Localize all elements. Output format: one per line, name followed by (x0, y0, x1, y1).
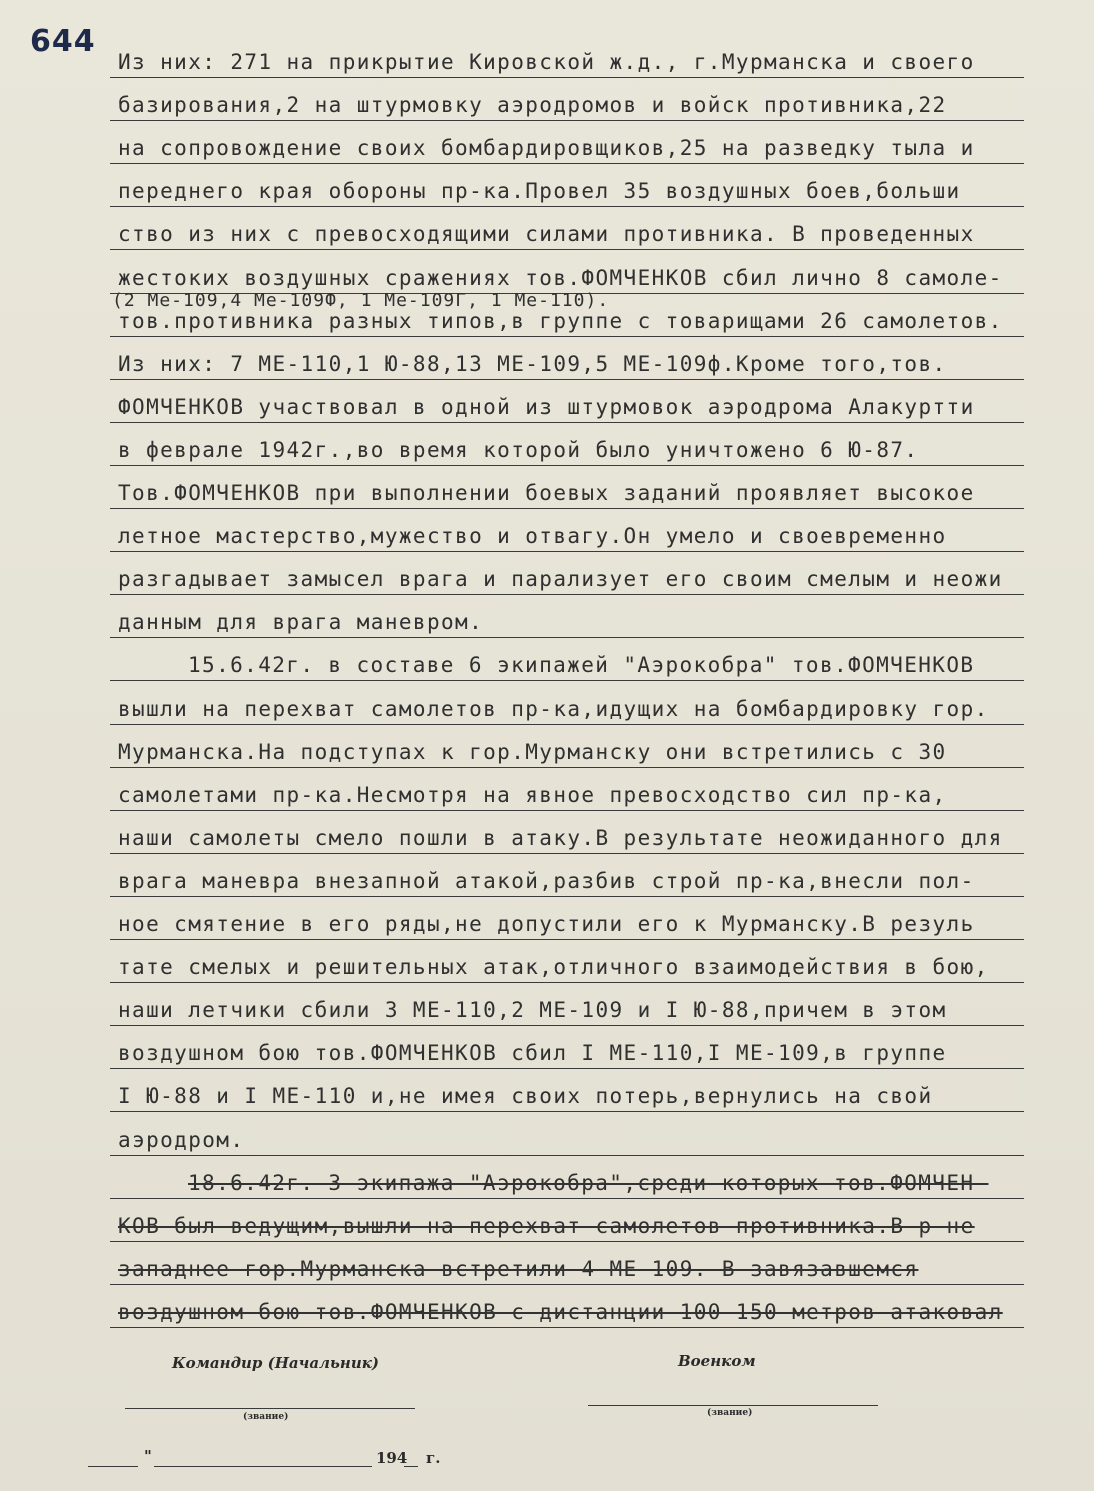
page-number: 644 (30, 24, 96, 59)
text-line (0, 557, 1094, 601)
ruled-line (110, 810, 1024, 811)
text-line (0, 385, 1094, 429)
line-text: наши самолеты смело пошли в атаку.В результате неожиданного для (118, 825, 1003, 850)
inserted-note: (2 Ме-109,4 Ме-109Ф, 1 Ме-109Г, 1 Ме-110). (112, 290, 610, 311)
text-line (0, 600, 1094, 644)
text-line (0, 1204, 1094, 1248)
text-line (0, 471, 1094, 515)
line-text: 18.6.42г. 3 экипажа "Аэрокобра",среди которых тов.ФОМЧЕН- (188, 1170, 989, 1195)
line-text: на сопровождение своих бомбардировщиков,25 на разведку тыла и (118, 136, 975, 161)
ruled-line (110, 465, 1024, 466)
line-text: Мурманска.На подступах к гор.Мурманску они встретились с 30 (118, 739, 947, 764)
date-quote: " (144, 1447, 152, 1465)
ruled-line (110, 206, 1024, 207)
text-line (0, 1031, 1094, 1075)
line-text: ство из них с превосходящими силами противника. В проведенных (118, 222, 975, 247)
ruled-line (110, 896, 1024, 897)
ruled-line (110, 422, 1024, 423)
line-text: летное мастерство,мужество и отвагу.Он умело и своевременно (118, 524, 947, 549)
ruled-line (110, 1025, 1024, 1026)
line-text: базирования,2 на штурмовку аэродромов и войск противника,22 (118, 93, 947, 118)
ruled-line (110, 1111, 1024, 1112)
line-text: I Ю-88 и I МЕ-110 и,не имея своих потерь,вернулись на свой (118, 1084, 933, 1109)
text-line (0, 169, 1094, 213)
line-text: жестоких воздушных сражениях тов.ФОМЧЕНКОВ сбил лично 8 самоле- (118, 265, 1003, 290)
date-day-line (88, 1466, 138, 1467)
date-year: 194 (376, 1449, 408, 1467)
text-line (0, 514, 1094, 558)
date-year-suffix: г. (426, 1449, 441, 1467)
date-year-line (404, 1466, 418, 1467)
line-text: вышли на перехват самолетов пр-ка,идущих на бомбардировку гор. (118, 696, 989, 721)
text-line (0, 40, 1094, 84)
line-text: аэродром. (118, 1127, 245, 1152)
line-text: западнее гор.Мурманска встретили 4 МЕ-109. В завязавшемся (118, 1256, 919, 1281)
ruled-line (110, 379, 1024, 380)
commissar-rank-label: (звание) (707, 1408, 753, 1418)
line-text: тов.противника разных типов,в группе с товарищами 26 самолетов. (118, 308, 1003, 333)
text-line (0, 1074, 1094, 1118)
line-text: данным для врага маневром. (118, 610, 484, 635)
line-text: переднего края обороны пр-ка.Провел 35 воздушных боев,больши (118, 179, 961, 204)
text-line (0, 83, 1094, 127)
text-line (0, 859, 1094, 903)
line-text: самолетами пр-ка.Несмотря на явное превосходство сил пр-ка, (118, 782, 947, 807)
text-line (0, 773, 1094, 817)
text-line (0, 126, 1094, 170)
text-line (0, 1247, 1094, 1291)
line-text: в феврале 1942г.,во время которой было уничтожено 6 Ю-87. (118, 437, 919, 462)
ruled-line (110, 767, 1024, 768)
text-line (0, 816, 1094, 860)
line-text: Из них: 7 МЕ-110,1 Ю-88,13 МЕ-109,5 МЕ-109ф.Кроме того,тов. (118, 351, 947, 376)
ruled-line (110, 939, 1024, 940)
ruled-line (110, 724, 1024, 725)
ruled-line (110, 508, 1024, 509)
ruled-line (110, 336, 1024, 337)
date-month-line (154, 1466, 372, 1467)
line-text: 15.6.42г. в составе 6 экипажей "Аэрокобра" тов.ФОМЧЕНКОВ (188, 653, 975, 678)
line-text: тате смелых и решительных атак,отличного взаимодействия в бою, (118, 955, 989, 980)
text-line (0, 1118, 1094, 1162)
ruled-line (110, 1327, 1024, 1328)
ruled-line (110, 1068, 1024, 1069)
line-text: Тов.ФОМЧЕНКОВ при выполнении боевых заданий проявляет высокое (118, 481, 975, 505)
text-line (0, 1161, 1094, 1205)
ruled-line (110, 77, 1024, 78)
text-line (0, 945, 1094, 989)
commissar-signature-line (588, 1405, 878, 1406)
commander-signature-line (125, 1408, 415, 1409)
line-text: воздушном бою тов.ФОМЧЕНКОВ с дистанции 100-150 метров атаковал (118, 1299, 1003, 1324)
line-text: разгадывает замысел врага и парализует его своим смелым и неожи (118, 567, 1003, 592)
line-text: ное смятение в его ряды,не допустили его к Мурманску.В резуль (118, 912, 975, 936)
ruled-line (110, 637, 1024, 638)
text-line (0, 342, 1094, 386)
text-line (0, 988, 1094, 1032)
text-line (0, 212, 1094, 256)
ruled-line (110, 120, 1024, 121)
ruled-line (110, 594, 1024, 595)
ruled-line (110, 680, 1024, 681)
commander-label: Командир (Начальник) (172, 1354, 380, 1372)
line-text: врага маневра внезапной атакой,разбив строй пр-ка,внесли пол- (118, 868, 975, 893)
line-text: воздушном бою тов.ФОМЧЕНКОВ сбил I МЕ-110,I МЕ-109,в группе (118, 1041, 947, 1066)
ruled-line (110, 982, 1024, 983)
line-text: наши летчики сбили 3 МЕ-110,2 МЕ-109 и I Ю-88,причем в этом (118, 998, 947, 1023)
text-line (0, 687, 1094, 731)
line-text: КОВ был ведущим,вышли на перехват самолетов противника.В р-не (118, 1213, 975, 1238)
ruled-line (110, 1241, 1024, 1242)
ruled-line (110, 249, 1024, 250)
ruled-line (110, 1155, 1024, 1156)
text-line (0, 428, 1094, 472)
ruled-line (110, 853, 1024, 854)
ruled-line (110, 551, 1024, 552)
ruled-line (110, 1198, 1024, 1199)
text-line (0, 902, 1094, 946)
line-text: Из них: 271 на прикрытие Кировской ж.д., г.Мурманска и своего (118, 50, 975, 74)
ruled-line (110, 1284, 1024, 1285)
commissar-label: Военком (678, 1352, 756, 1370)
line-text: ФОМЧЕНКОВ участвовал в одной из штурмовок аэродрома Алакуртти (118, 394, 975, 419)
text-line (0, 730, 1094, 774)
text-line (0, 643, 1094, 687)
commander-rank-label: (звание) (243, 1412, 289, 1422)
ruled-line (110, 163, 1024, 164)
text-line (0, 1290, 1094, 1334)
